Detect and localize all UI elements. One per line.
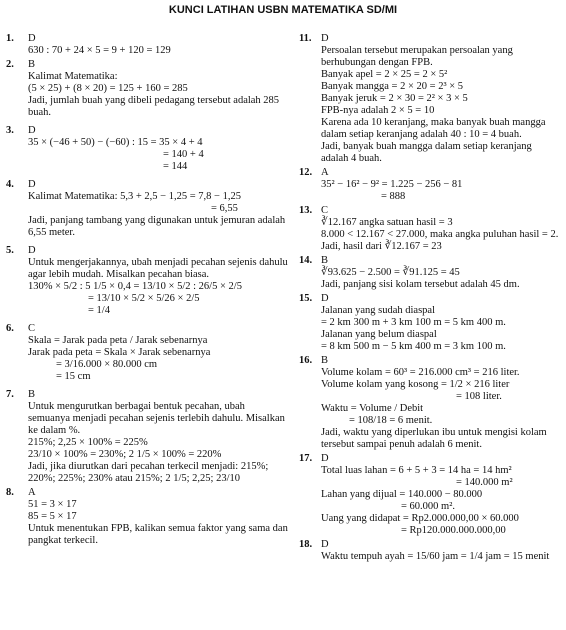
answer-item-17 [299, 453, 561, 537]
solution-line: Persoalan tersebut merupakan persoalan yang berhubungan dengan FPB. [321, 45, 513, 68]
solution-line: = 6,55 [211, 203, 238, 214]
solution-line: 8.000 < 12.167 < 27.000, maka angka puluhan hasil = 2. [321, 229, 559, 240]
answer-item-13 [299, 205, 561, 253]
item-number: 1. [6, 33, 14, 44]
answer-item-16 [299, 355, 561, 451]
answer-letter: B [321, 255, 329, 266]
solution-line: 35² − 16² − 9² = 1.225 − 256 − 81 [321, 179, 463, 190]
solution-line: Banyak jeruk = 2 × 30 = 2² × 3 × 5 [321, 93, 468, 104]
solution-line: 215%; 2,25 × 100% = 225% [28, 437, 148, 448]
item-number: 12. [299, 167, 313, 178]
solution-line: = 15 cm [56, 371, 91, 382]
solution-line: 23/10 × 100% = 230%; 2 1/5 × 100% = 220% [28, 449, 222, 460]
solution-line: Jadi, hasil dari ∛12.167 = 23 [321, 241, 442, 252]
solution-line: Jalanan yang belum diaspal [321, 329, 437, 340]
item-number: 14. [299, 255, 313, 266]
page-title: KUNCI LATIHAN USBN MATEMATIKA SD/MI [168, 4, 398, 16]
solution-line: Jadi, panjang tambang yang digunakan untuk jemuran adalah 6,55 meter. [28, 215, 286, 238]
solution-line: = 1/4 [88, 305, 110, 316]
solution-line: Jadi, banyak buah mangga dalam setiap keranjang adalah 4 buah. [321, 141, 532, 164]
solution-line: = 144 [163, 161, 188, 172]
solution-line: = 13/10 × 5/2 × 5/26 × 2/5 [88, 293, 200, 304]
answer-item-3 [6, 125, 288, 173]
solution-line: Jadi, waktu yang diperlukan ibu untuk mengisi kolam tersebut sampai penuh adalah 6 menit. [321, 427, 547, 450]
solution-line: Jalanan yang sudah diaspal [321, 305, 436, 316]
solution-line: ∛12.167 angka satuan hasil = 3 [321, 217, 453, 228]
solution-line: Kalimat Matematika: 5,3 + 2,5 − 1,25 = 7,8 − 1,25 [28, 191, 241, 202]
answer-item-1 [6, 33, 288, 57]
answer-letter: D [321, 293, 329, 304]
answer-letter: D [28, 245, 36, 256]
item-number: 7. [6, 389, 14, 400]
solution-line: Banyak apel = 2 × 25 = 2 × 5² [321, 69, 448, 80]
solution-line: = 140.000 m² [456, 477, 513, 488]
solution-line: = Rp120.000.000.000,00 [401, 525, 506, 536]
answer-item-6 [6, 323, 288, 383]
answer-item-12 [299, 167, 561, 203]
item-number: 8. [6, 487, 14, 498]
solution-line: 35 × (−46 + 50) − (−60) : 15 = 35 × 4 + 4 [28, 137, 203, 148]
solution-line: = 8 km 500 m − 5 km 400 m = 3 km 100 m. [321, 341, 506, 352]
solution-line: = 108/18 = 6 menit. [349, 415, 433, 426]
item-number: 3. [6, 125, 14, 136]
answer-item-8 [6, 487, 288, 547]
answer-item-18 [299, 539, 561, 563]
answer-item-14 [299, 255, 561, 291]
solution-line: (5 × 25) + (8 × 20) = 125 + 160 = 285 [28, 83, 188, 94]
solution-line: 130% × 5/2 : 5 1/5 × 0,4 = 13/10 × 5/2 : 26/5 × 2/5 [28, 281, 242, 292]
answer-letter: B [28, 389, 36, 400]
right-column [299, 33, 561, 565]
solution-line: 51 = 3 × 17 [28, 499, 77, 510]
item-number: 6. [6, 323, 14, 334]
left-column [6, 33, 288, 549]
answer-letter: D [28, 125, 36, 136]
answer-letter: D [28, 33, 36, 44]
answer-letter: C [321, 205, 329, 216]
solution-line: Untuk mengerjakannya, ubah menjadi pecahan sejenis dahulu agar lebih mudah. Misalkan pecahan biasa. [28, 257, 288, 280]
answer-item-2 [6, 59, 288, 119]
item-number: 4. [6, 179, 14, 190]
answer-item-15 [299, 293, 561, 353]
solution-line: Total luas lahan = 6 + 5 + 3 = 14 ha = 14 hm² [321, 465, 512, 476]
solution-line: ∛93.625 − 2.500 = ∛91.125 = 45 [321, 267, 460, 278]
solution-line: = 140 + 4 [163, 149, 204, 160]
solution-line: Jarak pada peta = Skala × Jarak sebenarnya [28, 347, 211, 358]
answer-letter: D [321, 539, 329, 550]
answer-letter: D [321, 33, 329, 44]
solution-line: Jadi, jumlah buah yang dibeli pedagang tersebut adalah 285 buah. [28, 95, 280, 118]
solution-line: Banyak mangga = 2 × 20 = 2³ × 5 [321, 81, 464, 92]
answer-item-11 [299, 33, 561, 165]
item-number: 16. [299, 355, 313, 366]
item-number: 18. [299, 539, 313, 550]
answer-letter: A [28, 487, 36, 498]
item-number: 15. [299, 293, 313, 304]
solution-line: = 3/16.000 × 80.000 cm [56, 359, 158, 370]
solution-line: Volume kolam = 60³ = 216.000 cm³ = 216 liter. [321, 367, 520, 378]
solution-line: = 2 km 300 m + 3 km 100 m = 5 km 400 m. [321, 317, 506, 328]
solution-line: Karena ada 10 keranjang, maka banyak buah mangga dalam setiap keranjang adalah 40 : 10 = 4 buah. [321, 117, 546, 140]
solution-line: = 60.000 m². [401, 501, 455, 512]
solution-line: Waktu tempuh ayah = 15/60 jam = 1/4 jam = 15 menit [321, 551, 550, 562]
item-number: 11. [299, 33, 312, 44]
item-number: 5. [6, 245, 14, 256]
solution-line: Kalimat Matematika: [28, 71, 118, 82]
solution-line: Jadi, panjang sisi kolam tersebut adalah 45 dm. [321, 279, 520, 290]
answer-letter: A [321, 167, 329, 178]
solution-line: 630 : 70 + 24 × 5 = 9 + 120 = 129 [28, 45, 171, 56]
answer-letter: D [28, 179, 36, 190]
solution-line: Uang yang didapat = Rp2.000.000,00 × 60.000 [321, 513, 519, 524]
answer-item-7 [6, 389, 288, 485]
answer-item-4 [6, 179, 288, 239]
solution-line: Untuk mengurutkan berbagai bentuk pecahan, ubah semuanya menjadi pecahan sejenis terlebih dahulu. Misalkan ke dalam %. [28, 401, 285, 436]
solution-line: = 888 [381, 191, 406, 202]
solution-line: FPB-nya adalah 2 × 5 = 10 [321, 105, 435, 116]
solution-line: Untuk menentukan FPB, kalikan semua faktor yang sama dan pangkat terkecil. [28, 523, 288, 546]
solution-line: = 108 liter. [456, 391, 502, 402]
solution-line: Waktu = Volume / Debit [321, 403, 424, 414]
item-number: 2. [6, 59, 14, 70]
solution-line: Volume kolam yang kosong = 1/2 × 216 liter [321, 379, 510, 390]
answer-letter: B [28, 59, 36, 70]
answer-letter: B [321, 355, 329, 366]
solution-line: 85 = 5 × 17 [28, 511, 77, 522]
item-number: 13. [299, 205, 313, 216]
answer-item-5 [6, 245, 288, 317]
item-number: 17. [299, 453, 313, 464]
solution-line: Skala = Jarak pada peta / Jarak sebenarnya [28, 335, 208, 346]
solution-line: Lahan yang dijual = 140.000 − 80.000 [321, 489, 483, 500]
solution-line: Jadi, jika diurutkan dari pecahan terkecil menjadi: 215%; 220%; 225%; 230% atau 215%; 2 1/5; 2,25; 23/10 [28, 461, 269, 484]
answer-letter: D [321, 453, 329, 464]
answer-letter: C [28, 323, 36, 334]
